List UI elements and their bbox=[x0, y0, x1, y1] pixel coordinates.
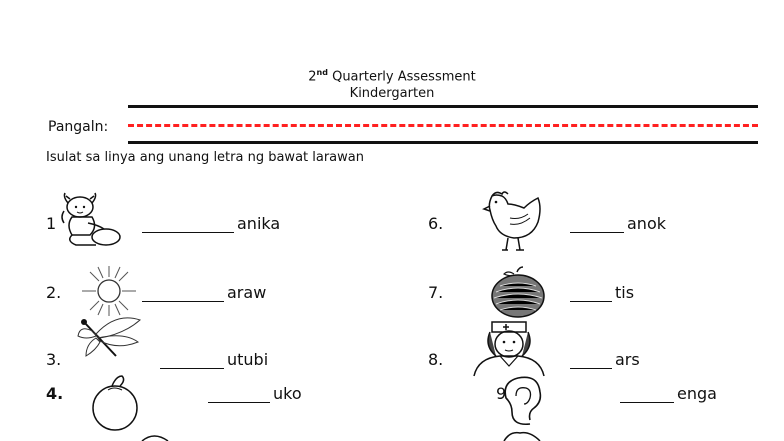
answer-blank[interactable] bbox=[142, 215, 234, 233]
answer-blank[interactable] bbox=[570, 215, 624, 233]
nurse-icon bbox=[470, 320, 550, 378]
sun-icon bbox=[80, 264, 138, 318]
word-suffix: anika bbox=[237, 214, 281, 233]
item-number: 1 bbox=[46, 214, 57, 233]
answer-row bbox=[142, 214, 280, 233]
answer-blank[interactable] bbox=[620, 385, 674, 403]
word-suffix: tis bbox=[615, 283, 635, 302]
item-number: 6. bbox=[428, 214, 444, 233]
answer-row bbox=[208, 384, 302, 403]
answer-blank[interactable] bbox=[208, 385, 270, 403]
partial-picture-icon bbox=[140, 434, 170, 441]
title-prefix: 2 bbox=[308, 69, 317, 85]
item-number: 4. bbox=[46, 384, 64, 403]
item-number: 9 bbox=[496, 384, 507, 403]
answer-row bbox=[160, 350, 268, 369]
bottom-rule bbox=[128, 141, 758, 144]
ear-icon bbox=[500, 374, 544, 428]
name-line[interactable] bbox=[128, 124, 758, 127]
word-suffix: enga bbox=[677, 384, 717, 403]
worksheet-title bbox=[0, 64, 784, 102]
answer-row bbox=[570, 350, 640, 369]
word-suffix: uko bbox=[273, 384, 302, 403]
answer-row bbox=[142, 283, 266, 302]
instruction: Isulat sa linya ang unang letra ng bawat larawan bbox=[46, 150, 364, 165]
answer-row bbox=[620, 384, 717, 403]
title-superscript: nd bbox=[316, 68, 328, 77]
partial-picture-icon bbox=[500, 432, 546, 441]
item-number: 3. bbox=[46, 350, 62, 369]
word-suffix: ars bbox=[615, 350, 640, 369]
item-number: 7. bbox=[428, 283, 444, 302]
answer-blank[interactable] bbox=[570, 284, 612, 302]
word-suffix: utubi bbox=[227, 350, 269, 369]
item-number: 8. bbox=[428, 350, 444, 369]
answer-row bbox=[570, 283, 634, 302]
chicken-icon bbox=[480, 188, 546, 254]
top-rule bbox=[128, 105, 758, 108]
dragonfly-icon bbox=[76, 316, 146, 362]
answer-row bbox=[570, 214, 666, 233]
coconut-icon bbox=[90, 374, 146, 434]
title-line bbox=[0, 64, 784, 85]
subtitle: Kindergarten bbox=[349, 86, 435, 102]
answer-blank[interactable] bbox=[142, 284, 224, 302]
item-number: 2. bbox=[46, 283, 62, 302]
word-suffix: araw bbox=[227, 283, 267, 302]
answer-blank[interactable] bbox=[160, 351, 224, 369]
answer-blank[interactable] bbox=[570, 351, 612, 369]
title-rest: Quarterly Assessment bbox=[327, 69, 476, 85]
girl-icon bbox=[58, 193, 128, 249]
name-label: Pangaln: bbox=[48, 119, 109, 135]
fruit-icon bbox=[490, 266, 548, 320]
word-suffix: anok bbox=[627, 214, 666, 233]
